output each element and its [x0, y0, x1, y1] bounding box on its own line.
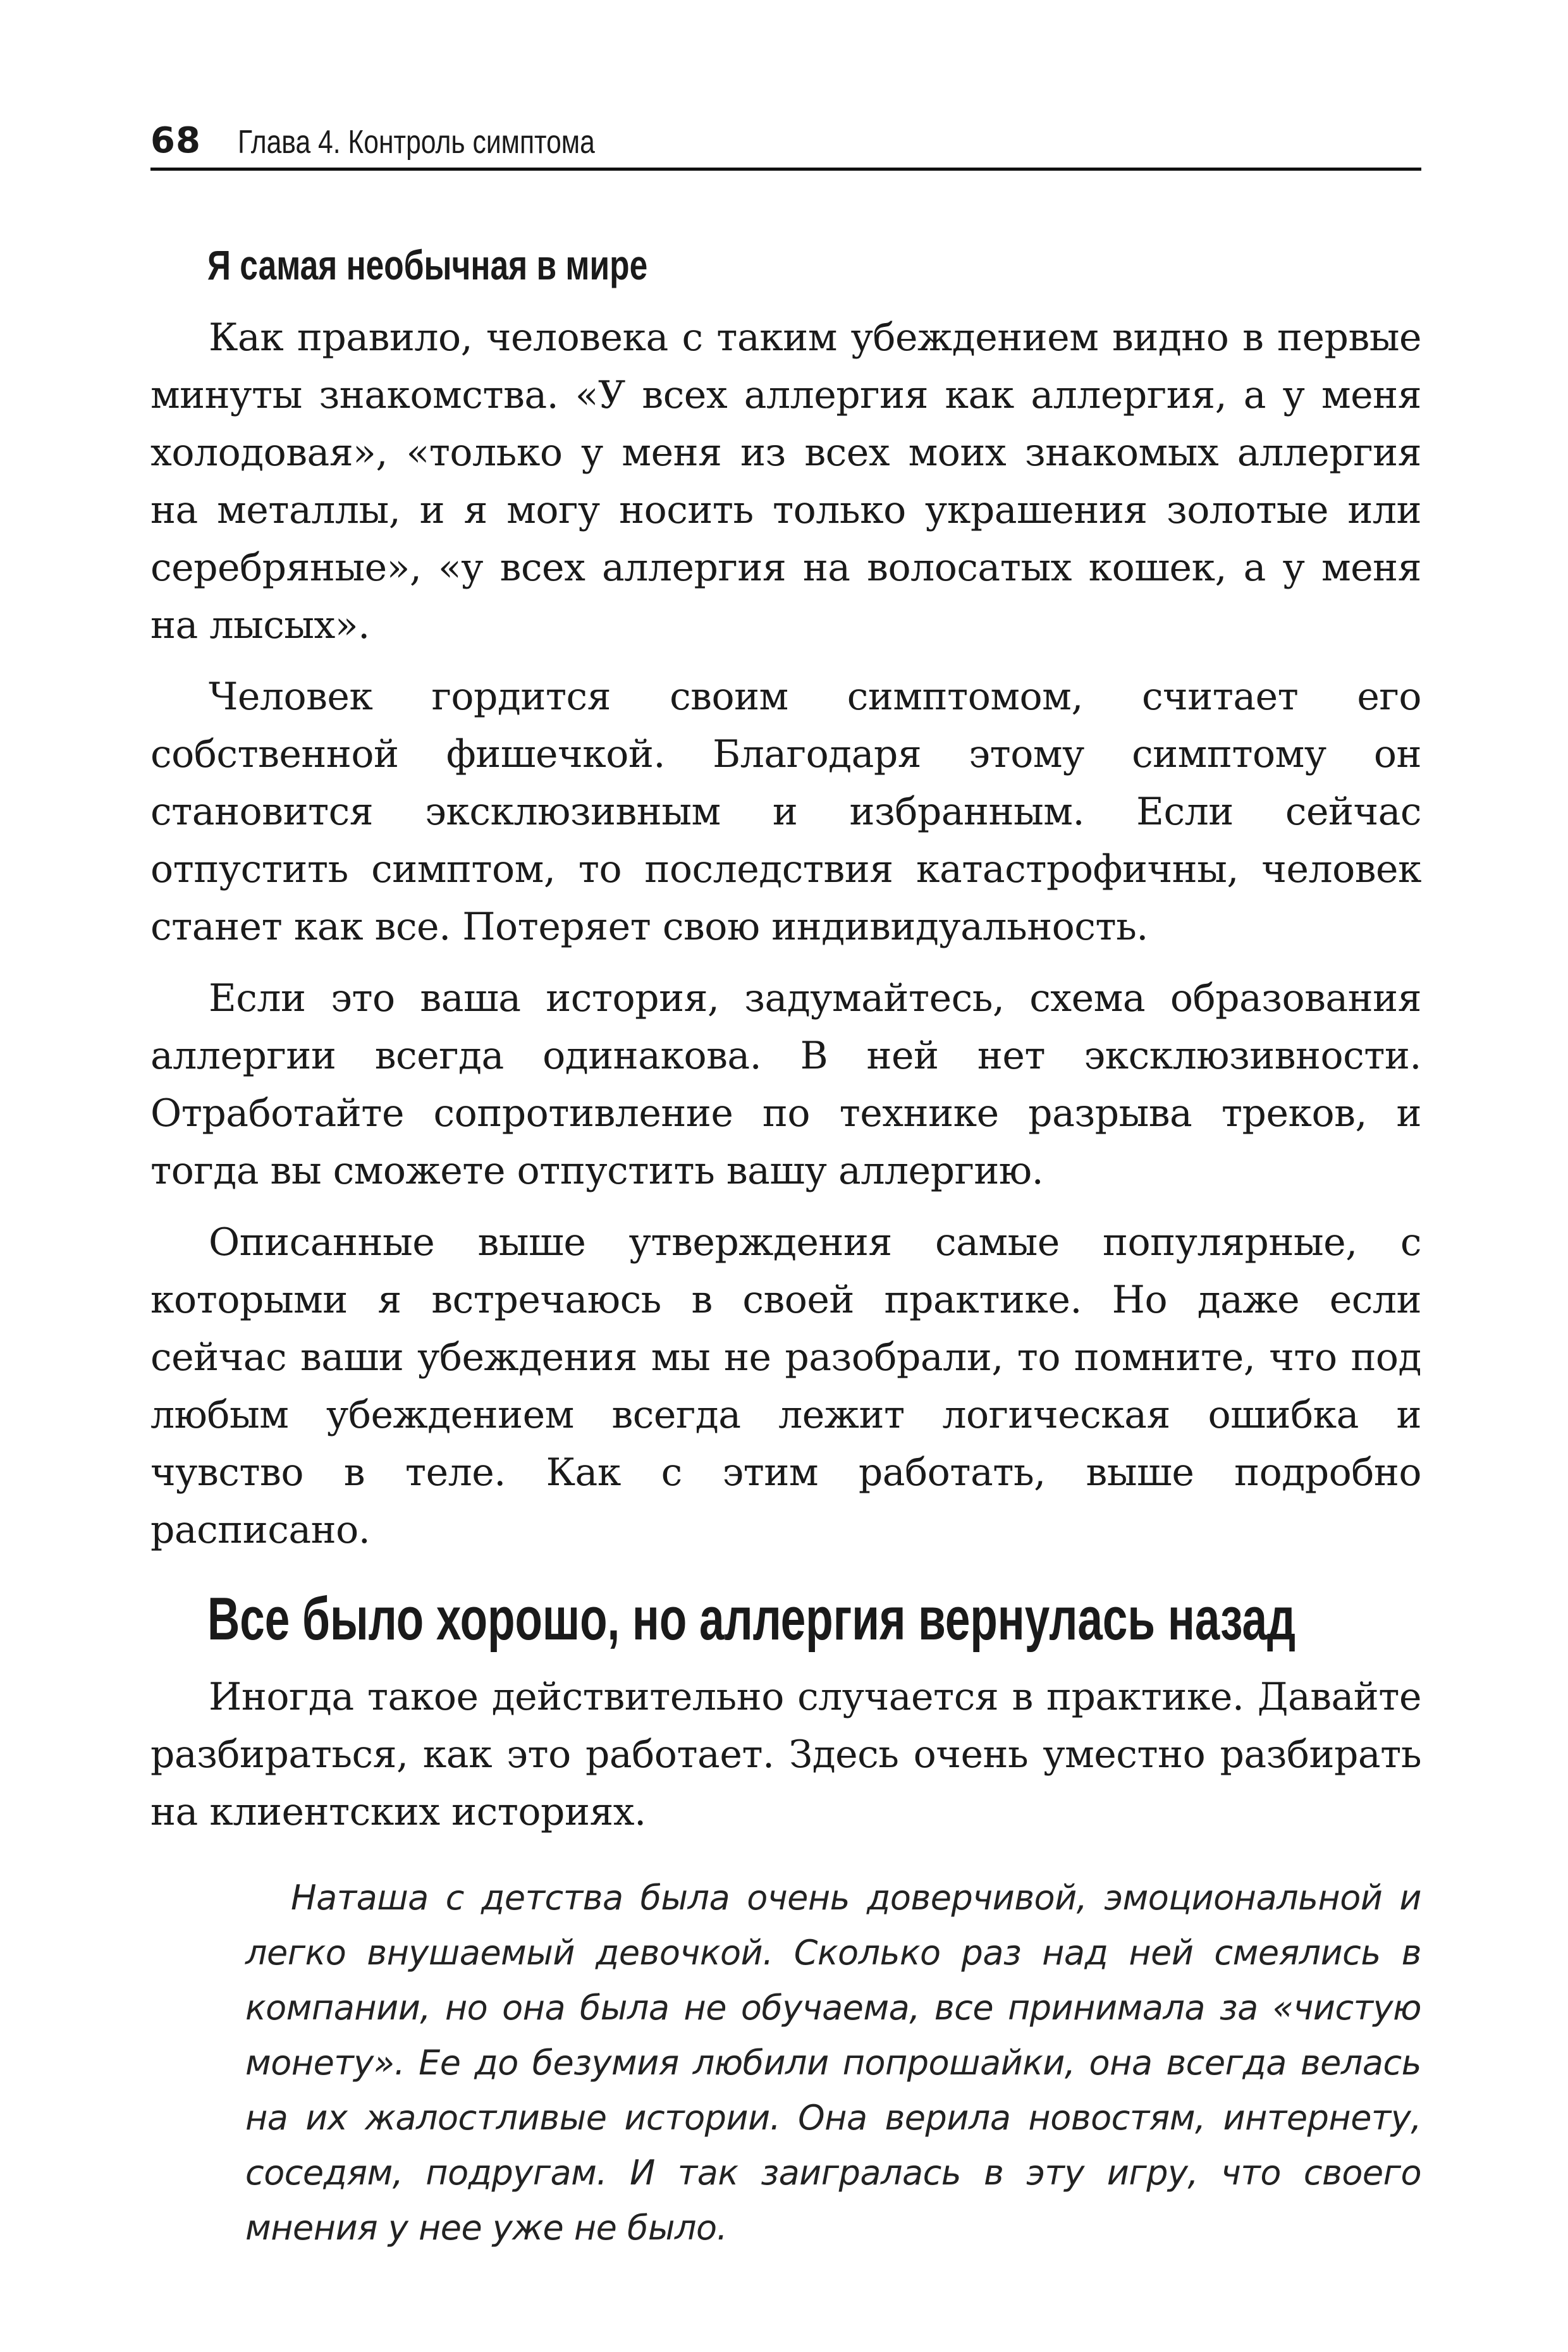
- section-subheading: Я самая необычная в мире: [207, 242, 648, 288]
- page-content: [150, 240, 1421, 2255]
- chapter-title: Глава 4. Контроль симптома: [237, 124, 595, 161]
- body-paragraph: Описанные выше утверждения самые популярные, с которыми я встречаюсь в своей практике. Но даже если сейчас ваши убеждения мы не разобрали, то помните, что под любым убеждением всегда лежит логическая ошибка и чувство в теле. Как с этим работать, выше подробно расписано.: [150, 1220, 1421, 1553]
- page-number: 68: [150, 120, 201, 161]
- body-paragraph: Иногда такое действительно случается в практике. Давайте разбираться, как это работает. Здесь очень уместно разбирать на клиентских историях.: [150, 1674, 1421, 1834]
- body-paragraph: Как правило, человека с таким убеждением видно в первые минуты знакомства. «У всех аллергия как аллергия, а у меня холодовая», «только у меня из всех моих знакомых аллергия на металлы, и я могу носить только украшения золотые или серебряные», «у всех аллергия на волосатых кошек, а у меня на лысых».: [150, 315, 1421, 648]
- body-paragraph: Человек гордится своим симптомом, считает его собственной фишечкой. Благодаря этому симптому он становится эксклюзивным и избранным. Если сейчас отпустить симптом, то последствия катастрофичны, человек станет как все. Потеряет свою индивидуальность.: [150, 675, 1421, 950]
- running-header: [150, 114, 1421, 171]
- body-paragraph: Если это ваша история, задумайтесь, схема образования аллергии всегда одинакова. В ней нет эксклюзивности. Отработайте сопротивление по технике разрыва треков, и тогда вы сможете отпустить вашу аллергию.: [150, 976, 1421, 1194]
- section-heading: Все было хорошо, но аллергия вернулась назад: [207, 1585, 1296, 1653]
- case-story-quote: Наташа с детства была очень доверчивой, эмоциональной и легко внушаемый девочкой. Сколько раз над ней смеялись в компании, но она была не обучаема, все принимала за «чистую монету». Ее до безумия любили попрошайки, она всегда велась на их жалостливые истории. Она верила новостям, интернету, соседям, подругам. И так заигралась в эту игру, что своего мнения у нее уже не было.: [245, 1877, 1421, 2248]
